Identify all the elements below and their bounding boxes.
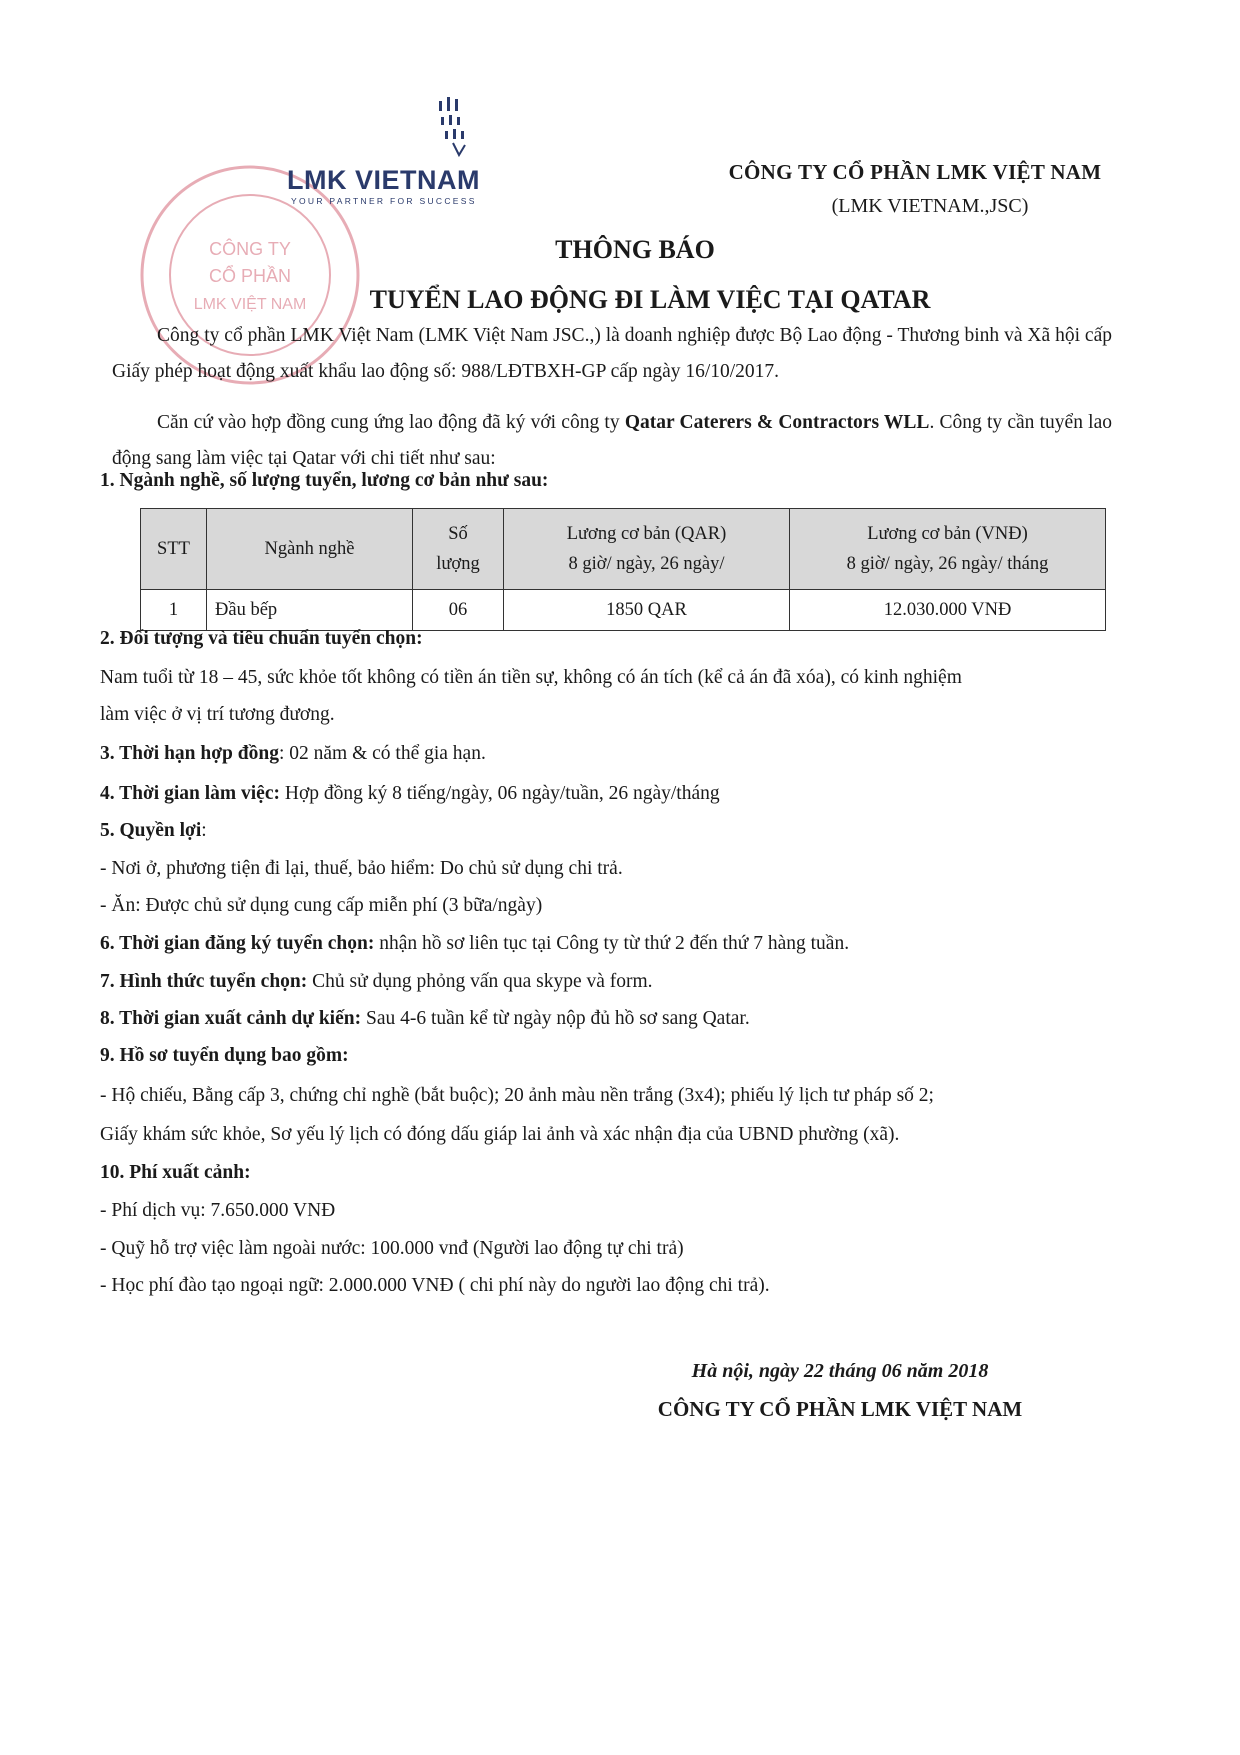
table-row [141, 590, 1106, 631]
fee-item-1: - Phí dịch vụ: 7.650.000 VNĐ [100, 1200, 336, 1221]
section-5-item-2: - Ăn: Được chủ sử dụng cung cấp miễn phí (3 bữa/ngày) [100, 895, 543, 916]
svg-text:CÔNG TY: CÔNG TY [209, 239, 291, 259]
company-abbr: (LMK VIETNAM.,JSC) [831, 195, 1029, 217]
intro-paragraph-2 [112, 405, 1112, 477]
salary-table [140, 508, 1106, 631]
section-1-heading: 1. Ngành nghề, số lượng tuyển, lương cơ bản như sau: [100, 470, 549, 491]
col-qar-line2: 8 giờ/ ngày, 26 ngày/ [568, 554, 725, 574]
section-2-line-1: Nam tuổi từ 18 – 45, sức khỏe tốt không có tiền án tiền sự, không có án tích (kể cả án đã xóa), có kinh nghiệm [100, 667, 962, 688]
section-5-label: 5. Quyền lợi [100, 820, 202, 841]
col-job: Ngành nghề [207, 509, 413, 590]
intro-p2-start: Căn cứ vào hợp đồng cung ứng lao động đã ký với công ty [157, 412, 625, 433]
intro-p2-end: . Công ty cần tuyển lao động sang làm việc tại Qatar với chi tiết như sau: [112, 412, 1112, 469]
section-4 [100, 783, 720, 805]
col-stt: STT [141, 509, 207, 590]
section-5-heading [100, 820, 207, 842]
section-3-label: 3. Thời hạn hợp đồng [100, 743, 279, 764]
svg-text:CỔ PHẦN: CỔ PHẦN [208, 266, 292, 286]
cell-job: Đầu bếp [207, 590, 413, 631]
section-6 [100, 933, 849, 955]
section-10-heading: 10. Phí xuất cảnh: [100, 1162, 251, 1183]
col-vnd-line1: Lương cơ bản (VNĐ) [867, 524, 1028, 544]
section-6-text: nhận hồ sơ liên tục tại Công ty từ thứ 2 đến thứ 7 hàng tuần. [374, 933, 850, 954]
col-qar-line1: Lương cơ bản (QAR) [566, 524, 727, 544]
col-qty [413, 509, 504, 590]
section-9-line-2: Giấy khám sức khỏe, Sơ yếu lý lịch có đóng dấu giáp lai ảnh và xác nhận địa của UBND phường (xã). [100, 1124, 900, 1145]
company-name: CÔNG TY CỔ PHẦN LMK VIỆT NAM [728, 160, 1102, 184]
col-salary-vnd [790, 509, 1106, 590]
cell-stt: 1 [141, 590, 207, 631]
cell-qar: 1850 QAR [504, 590, 790, 631]
section-4-text: Hợp đồng ký 8 tiếng/ngày, 06 ngày/tuần, 26 ngày/tháng [280, 783, 720, 804]
section-9-line-1: - Hộ chiếu, Bằng cấp 3, chứng chỉ nghề (bắt buộc); 20 ảnh màu nền trắng (3x4); phiếu lý lịch tư pháp số 2; [100, 1085, 934, 1106]
col-qty-line2: lượng [436, 554, 480, 574]
logo-brand: LMK VIETNAM [287, 165, 480, 195]
section-6-label: 6. Thời gian đăng ký tuyển chọn: [100, 933, 375, 954]
company-header [690, 160, 1140, 218]
section-3 [100, 743, 486, 765]
section-8 [100, 1008, 750, 1030]
section-7-label: 7. Hình thức tuyển chọn: [100, 971, 308, 992]
doc-subtitle: TUYỂN LAO ĐỘNG ĐI LÀM VIỆC TẠI QATAR [369, 285, 931, 314]
partner-company: Qatar Caterers & Contractors WLL [624, 412, 930, 433]
logo-tagline: YOUR PARTNER FOR SUCCESS [291, 196, 477, 206]
signature-date: Hà nội, ngày 22 tháng 06 năm 2018 [691, 1360, 989, 1382]
section-8-label: 8. Thời gian xuất cảnh dự kiến: [100, 1008, 362, 1029]
company-logo [285, 95, 505, 205]
col-salary-qar [504, 509, 790, 590]
section-7-text: Chủ sử dụng phỏng vấn qua skype và form. [307, 971, 653, 992]
table-header-row [141, 509, 1106, 590]
section-4-label: 4. Thời gian làm việc: [100, 783, 280, 804]
col-vnd-line2: 8 giờ/ ngày, 26 ngày/ tháng [846, 554, 1049, 574]
col-qty-line1: Số [448, 524, 468, 544]
cell-qty: 06 [413, 590, 504, 631]
flame-logo-icon [435, 95, 475, 165]
svg-text:LMK VIỆT NAM: LMK VIỆT NAM [193, 296, 307, 313]
intro-paragraph-1: Công ty cổ phần LMK Việt Nam (LMK Việt Nam JSC.,) là doanh nghiệp được Bộ Lao động - Thương binh và Xã hội cấp Giấy phép hoạt động xuất khẩu lao động số: 988/LĐTBXH-GP cấp ngày 16/10/2017. [112, 325, 1112, 382]
section-8-text: Sau 4-6 tuần kể từ ngày nộp đủ hồ sơ sang Qatar. [361, 1008, 750, 1029]
cell-vnd: 12.030.000 VNĐ [790, 590, 1106, 631]
section-5-colon: : [201, 820, 207, 841]
fee-item-2: - Quỹ hỗ trợ việc làm ngoài nước: 100.000 vnđ (Người lao động tự chi trả) [100, 1238, 684, 1259]
doc-title: THÔNG BÁO [555, 235, 715, 264]
section-9-heading: 9. Hồ sơ tuyển dụng bao gồm: [100, 1045, 349, 1066]
fee-item-3: - Học phí đào tạo ngoại ngữ: 2.000.000 VNĐ ( chi phí này do người lao động chi trả). [100, 1275, 770, 1296]
signature-company: CÔNG TY CỔ PHẦN LMK VIỆT NAM [657, 1397, 1023, 1421]
section-2-line-2: làm việc ở vị trí tương đương. [100, 704, 335, 725]
section-3-text: : 02 năm & có thể gia hạn. [278, 743, 486, 764]
section-7 [100, 971, 653, 993]
section-5-item-1: - Nơi ở, phương tiện đi lại, thuế, bảo hiểm: Do chủ sử dụng chi trả. [100, 858, 623, 879]
section-2-heading: 2. Đối tượng và tiêu chuẩn tuyển chọn: [100, 628, 423, 649]
